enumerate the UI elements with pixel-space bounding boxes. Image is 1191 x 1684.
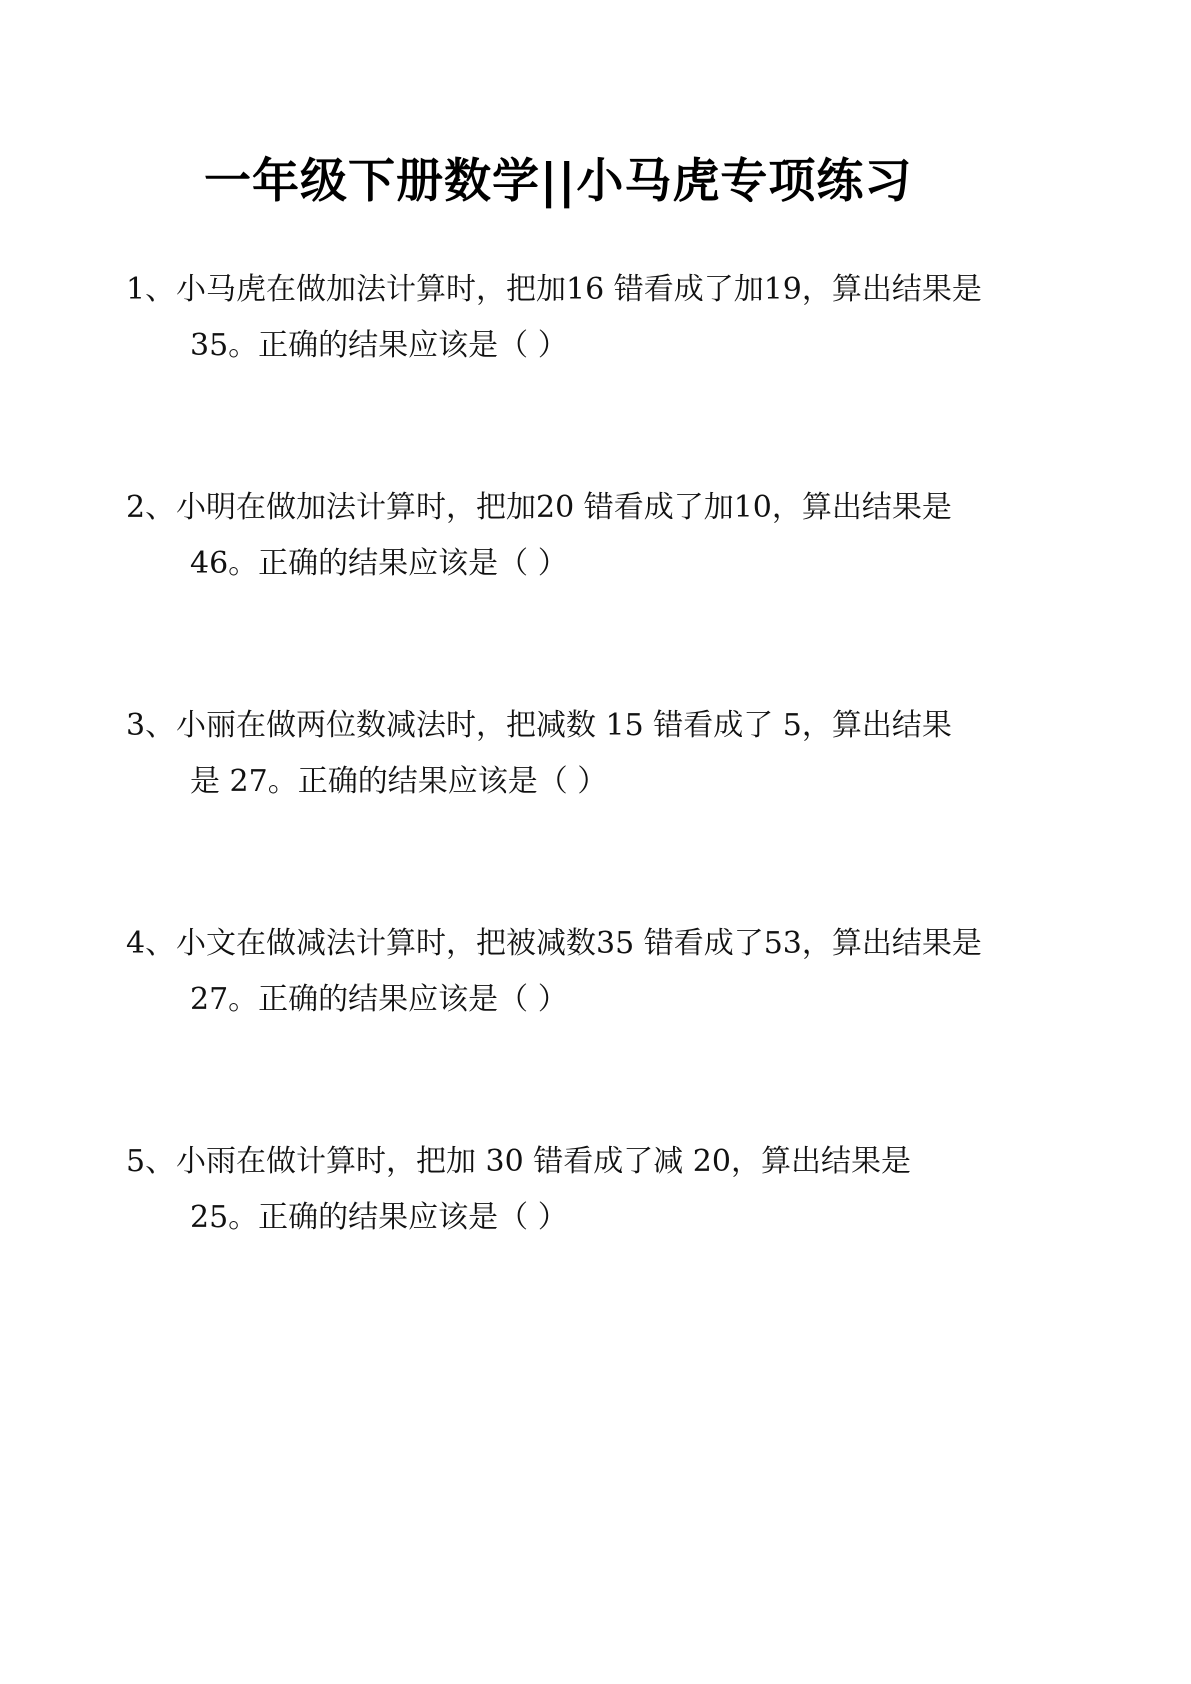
question-text: 小雨在做计算时，把加 30 错看成了减 20，算出结果是 bbox=[176, 1144, 911, 1179]
question-text: 小明在做加法计算时，把加20 错看成了加10，算出结果是 bbox=[176, 490, 952, 525]
page-title: 一年级下册数学||小马虎专项练习 bbox=[204, 154, 913, 209]
question-item bbox=[126, 916, 1066, 1028]
question-item bbox=[126, 262, 1066, 374]
question-number: 5、 bbox=[126, 1144, 176, 1179]
question-answer-line: 25。正确的结果应该是（ ） bbox=[190, 1200, 568, 1235]
question-text-line-1 bbox=[126, 480, 1066, 536]
question-text: 小丽在做两位数减法时，把减数 15 错看成了 5，算出结果 bbox=[176, 708, 952, 743]
question-text: 小马虎在做加法计算时，把加16 错看成了加19，算出结果是 bbox=[176, 272, 982, 307]
question-answer-line: 46。正确的结果应该是（ ） bbox=[190, 546, 568, 581]
question-item bbox=[126, 698, 1066, 810]
question-item bbox=[126, 480, 1066, 592]
question-answer-line: 是 27。正确的结果应该是（ ） bbox=[190, 764, 608, 799]
question-text-line-1 bbox=[126, 1134, 1066, 1190]
question-item bbox=[126, 1134, 1066, 1246]
question-number: 1、 bbox=[126, 272, 176, 307]
question-answer-line: 35。正确的结果应该是（ ） bbox=[190, 328, 568, 363]
question-text-line-1 bbox=[126, 262, 1066, 318]
question-number: 4、 bbox=[126, 926, 176, 961]
question-text-line-1 bbox=[126, 698, 1066, 754]
question-text-line-1 bbox=[126, 916, 1066, 972]
question-answer-line: 27。正确的结果应该是（ ） bbox=[190, 982, 568, 1017]
question-number: 3、 bbox=[126, 708, 176, 743]
question-text: 小文在做减法计算时，把被减数35 错看成了53，算出结果是 bbox=[176, 926, 982, 961]
question-number: 2、 bbox=[126, 490, 176, 525]
